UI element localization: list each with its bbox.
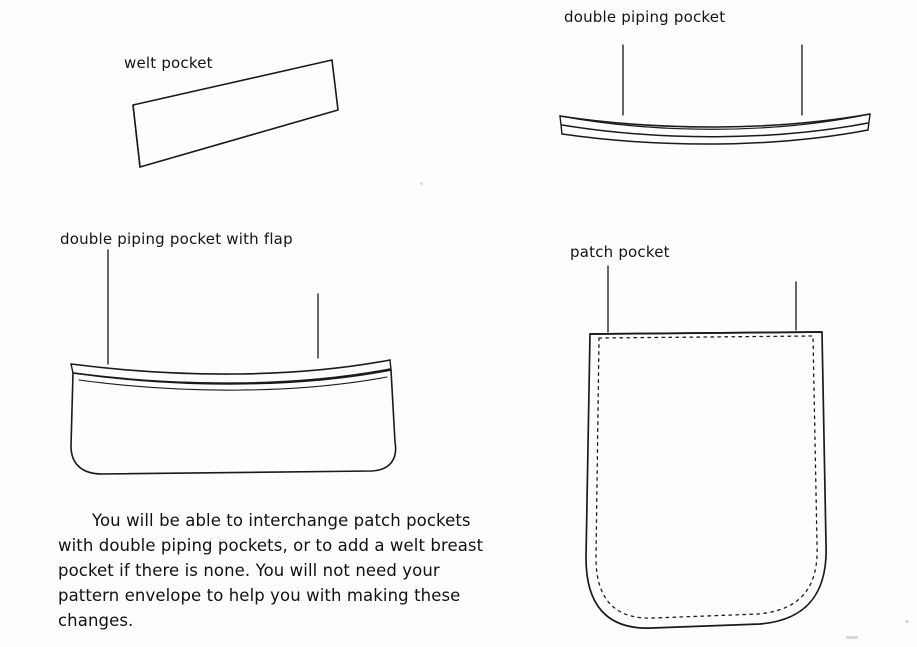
figure-double-piping-pocket [548, 35, 888, 165]
figure-label-double-piping-pocket: double piping pocket [564, 8, 726, 26]
figure-label-patch-pocket: patch pocket [570, 243, 670, 261]
figure-welt-pocket [120, 55, 350, 185]
figure-double-piping-pocket-with-flap [60, 246, 410, 486]
scan-speckle [905, 620, 909, 623]
figure-label-double-piping-pocket-with-flap: double piping pocket with flap [60, 230, 293, 248]
scan-speckle [846, 636, 858, 639]
figure-patch-pocket [560, 262, 860, 642]
scan-speckle [420, 182, 423, 185]
figure-label-welt-pocket: welt pocket [124, 54, 213, 72]
body-paragraph: You will be able to interchange patch pockets with double piping pockets, or to add a welt breast pocket if there is none. You will not need your pattern envelope to help you with making these changes. [58, 511, 484, 630]
